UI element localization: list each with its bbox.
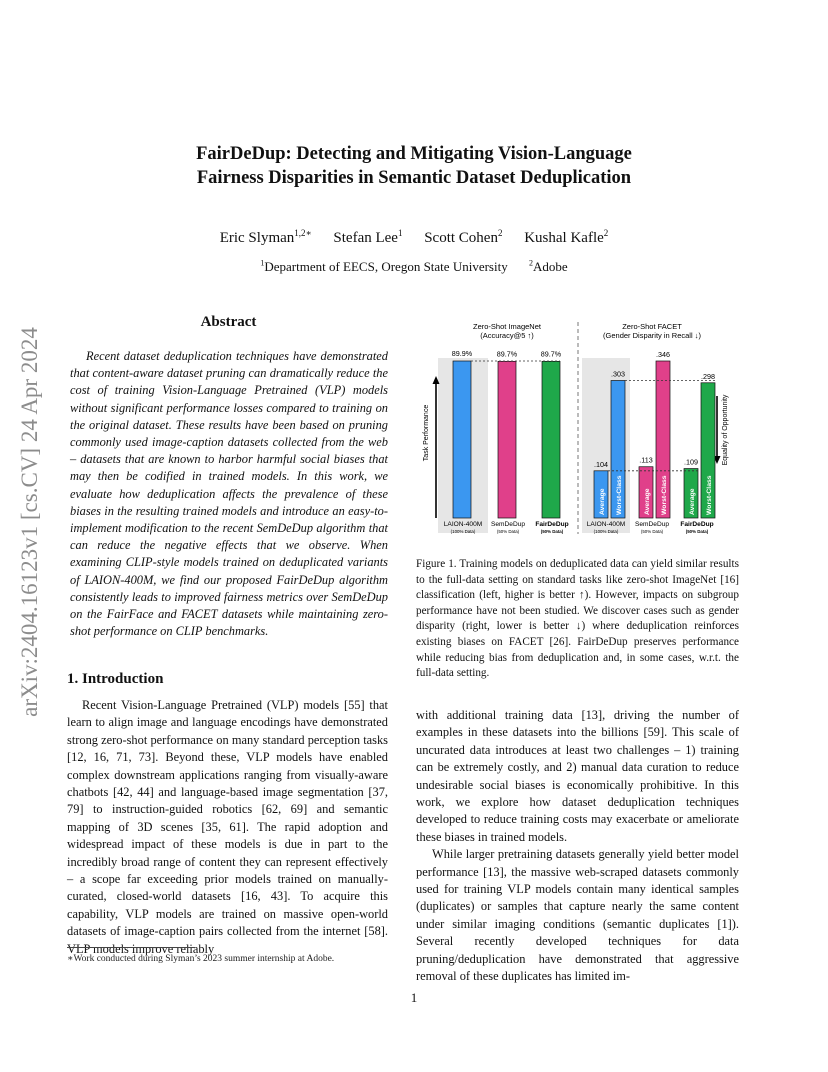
right-y-label: Equality of Opportunity — [722, 394, 729, 466]
tick-note: (100% Data) — [450, 529, 476, 534]
footnote-rule — [67, 947, 195, 948]
author-sup: 2 — [603, 228, 609, 238]
author — [424, 230, 502, 246]
series-label: Worst-Class — [661, 475, 668, 515]
author — [220, 230, 312, 246]
tick-label: SemDeDup — [490, 521, 526, 528]
bar — [498, 361, 516, 518]
series-label: Average — [599, 488, 606, 515]
data-label: .298 — [701, 371, 715, 381]
tick-label: SemDeDup — [634, 521, 670, 528]
section-heading: 1. Introduction — [67, 671, 164, 687]
series-label: Average — [689, 488, 696, 515]
figure-1 — [416, 318, 742, 550]
tick-label: LAION-400M — [586, 521, 626, 528]
affil-text: Department of EECS, Oregon State University — [264, 259, 508, 275]
left-chart-bars — [452, 349, 562, 518]
abstract-body — [70, 348, 388, 640]
intro-paragraph: Recent Vision-Language Pretrained (VLP) models [55] that learn to align image and language encodings have demonstrated strong zero-shot performance on many standard perception tasks [12, 16, 71, 73]. Beyond these, VLP models have enabled complex downstream applications ranging from visually-aware chatbots [42, 44] and language-based image segmentation [37, 79] to instruction-guided robotics [62, 69] and semantic mapping of 3D scenes [35, 61]. The rapid adoption and widespread impact of these models is due in part to the incredibly broad range of content they can represent effectively – a scope far exceeding prior models trained on manually-curated, closed-world datasets [16, 43]. To acquire this capability, VLP models are trained on massive open-world datasets of image-caption pairs collected from the internet [58]. VLP models improve reliably — [67, 698, 388, 956]
tick-note: (50% Data) — [640, 529, 664, 534]
tick-note: (50% Data) — [496, 529, 520, 534]
tick-label: LAION-400M — [443, 521, 483, 528]
data-label: .113 — [639, 455, 653, 465]
title-line-1: FairDeDup: Detecting and Mitigating Vision-Language — [196, 144, 632, 164]
affiliations — [0, 259, 828, 275]
data-label: .104 — [594, 459, 608, 469]
tick-label: FairDeDup — [535, 521, 569, 528]
abstract-text: Recent dataset deduplication techniques have demonstrated that content-aware dataset pruning can dramatically reduce the cost of training Vision-Language Pretrained (VLP) models without significant performance losses compared to training on the original dataset. These results have been based on pruning commonly used image-caption datasets collected from the web – datasets that are known to harbor harmful social biases that may then be codified in trained models. In this work, we evaluate how deduplication affects the prevalence of these biases in the resulting trained models and introduce an easy-to-implement modification to the recent SemDeDup algorithm that can reduce the negative effects that we observe. When examining CLIP-style models trained on deduplicated variants of LAION-400M, we find our proposed FairDeDup algorithm consistently leads to improved fairness metrics over SemDeDup on the FairFace and FACET datasets while maintaining zero-shot performance on CLIP benchmarks. — [70, 349, 388, 639]
footnote: ∗Work conducted during Slyman’s 2023 summer internship at Adobe. — [67, 954, 335, 964]
tick-label: FairDeDup — [680, 521, 714, 528]
author — [333, 230, 402, 246]
affiliation — [260, 259, 507, 274]
caption-text: Figure 1. Training models on deduplicated data can yield similar results to the full-data setting on standard tasks like zero-shot ImageNet [16] classification (left, higher is better ↑). However, impacts on subgroup performance have not been studied. We discover cases such as gender disparity (right, lower is better ↓) where deduplication reinforces existing biases on FACET [26]. FairDeDup preserves performance while reducing bias from deduplication and, in some cases, w.r.t. the full-data setting. — [416, 558, 739, 680]
right-chart-title: Zero-Shot FACET — [622, 322, 682, 331]
right-chart-subtitle: (Gender Disparity in Recall ↓) — [603, 331, 701, 340]
right-chart-bars — [594, 350, 715, 518]
author-name: Scott Cohen — [424, 230, 498, 246]
data-label: 89.7% — [540, 349, 562, 359]
bar — [453, 361, 471, 518]
data-label: .346 — [656, 350, 670, 359]
series-label: Worst-Class — [616, 475, 623, 515]
affil-sup: 2 — [528, 259, 533, 268]
intro-paragraph: with additional training data [13], driving the number of examples in these datasets into the billions [59]. This scale of uncurated data introduces at least two challenges – 1) training can be extremely costly, and 2) manual data curation to reduce undesirable social biases is economically prohibitive. In this work, we explore how dataset deduplication techniques developed to reduce training costs may exacerbate or ameliorate these biases in trained models. — [416, 708, 739, 844]
affil-sup: 1 — [260, 259, 265, 268]
tick-note: (100% Data) — [593, 529, 619, 534]
author-sup: 1 — [397, 228, 403, 238]
left-y-label: Task Performance — [423, 404, 430, 462]
data-label: .303 — [611, 369, 625, 379]
author-name: Kushal Kafle — [524, 230, 604, 246]
title-line-2: Fairness Disparities in Semantic Dataset Deduplication — [196, 168, 632, 188]
data-label: 89.9% — [451, 349, 473, 358]
tick-note: (50% Data) — [685, 529, 709, 534]
data-label: .109 — [684, 457, 698, 467]
author-sup: 1,2∗ — [294, 228, 312, 238]
figure-caption — [416, 557, 739, 682]
data-label: 89.7% — [496, 349, 518, 359]
bar — [542, 361, 560, 518]
arxiv-id: arXiv:2404.16123v1 [cs.CV] 24 Apr 2024 — [17, 327, 42, 717]
author-name: Eric Slyman — [219, 230, 295, 246]
author-sup: 2 — [497, 228, 503, 238]
author-name: Stefan Lee — [333, 230, 398, 246]
page-number: 1 — [410, 990, 418, 1005]
affiliation — [529, 259, 568, 274]
abstract-heading: Abstract — [200, 314, 257, 330]
left-chart-subtitle: (Accuracy@5 ↑) — [480, 331, 534, 340]
series-label: Average — [644, 488, 651, 515]
series-label: Worst-Class — [706, 475, 713, 515]
left-chart-title: Zero-Shot ImageNet — [473, 322, 541, 331]
paper-title — [0, 142, 828, 190]
affil-text: Adobe — [532, 259, 568, 275]
author — [524, 230, 608, 246]
author-list — [0, 228, 828, 247]
arxiv-watermark — [10, 286, 50, 756]
intro-paragraph: While larger pretraining datasets generally yield better model performance [13], the massive web-scraped datasets commonly used for training VLP models contain many identical samples (duplicates) or samples that capture nearly the same content under similar imaging conditions (semantic duplicates [1]). Several recently developed techniques for data pruning/deduplication have demonstrated that aggressive removal of these duplicates has limited im- — [416, 847, 739, 984]
tick-note: (50% Data) — [540, 529, 564, 534]
intro-right-column — [416, 707, 739, 986]
intro-left-column — [67, 697, 388, 958]
